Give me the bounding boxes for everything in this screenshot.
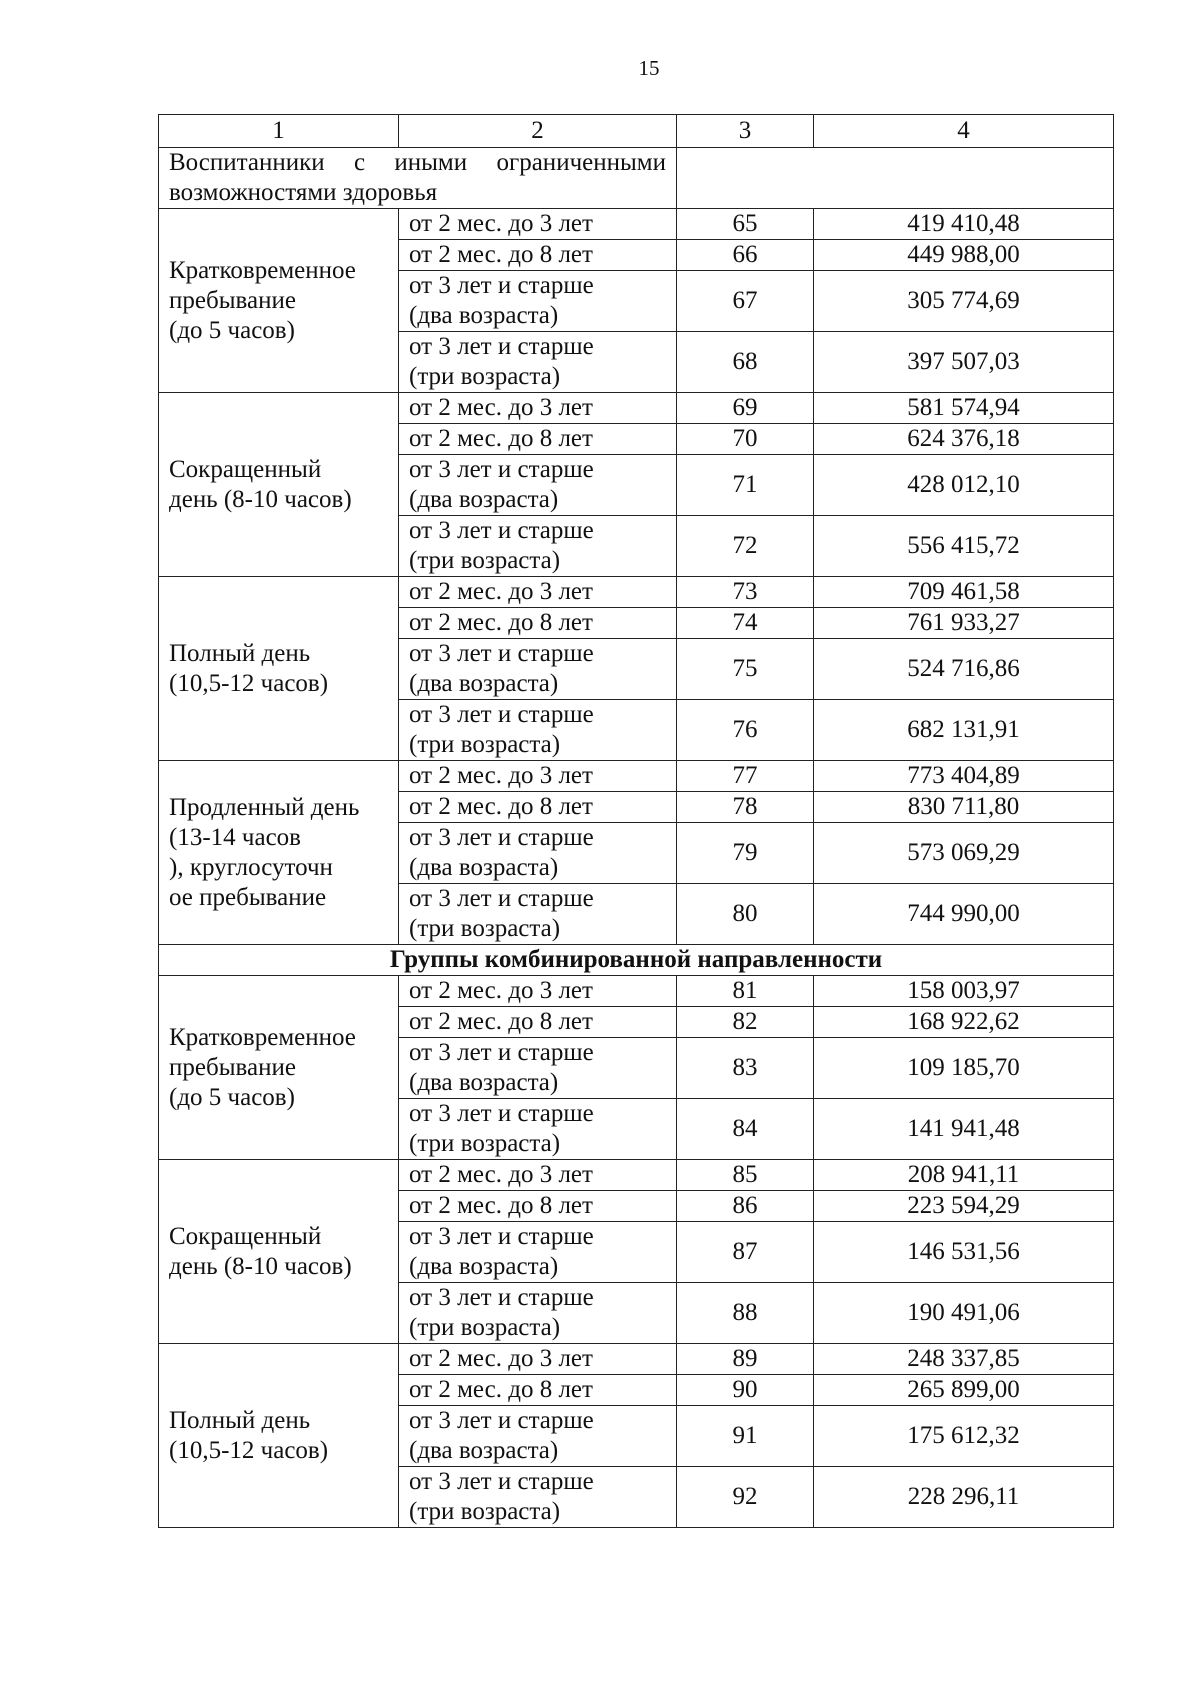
amount-cell: 709 461,58: [814, 577, 1114, 608]
code-cell: 92: [677, 1467, 814, 1528]
amount-cell: 175 612,32: [814, 1406, 1114, 1467]
amount-cell: 761 933,27: [814, 608, 1114, 639]
code-cell: 72: [677, 516, 814, 577]
amount-cell: 556 415,72: [814, 516, 1114, 577]
age-cell: от 2 мес. до 3 лет: [399, 209, 677, 240]
age-cell: от 3 лет и старше (три возраста): [399, 1283, 677, 1344]
code-cell: 86: [677, 1191, 814, 1222]
table-row: [159, 761, 1114, 792]
table-row: [159, 1160, 1114, 1191]
code-cell: 73: [677, 577, 814, 608]
amount-cell: 744 990,00: [814, 884, 1114, 945]
amount-cell: 624 376,18: [814, 424, 1114, 455]
group-label: Сокращенный день (8-10 часов): [159, 1160, 399, 1344]
code-cell: 78: [677, 792, 814, 823]
amount-cell: 682 131,91: [814, 700, 1114, 761]
column-number-1: 1: [159, 115, 399, 148]
amount-cell: 773 404,89: [814, 761, 1114, 792]
age-cell: от 2 мес. до 3 лет: [399, 1344, 677, 1375]
age-cell: от 3 лет и старше (три возраста): [399, 1099, 677, 1160]
age-cell: от 2 мес. до 3 лет: [399, 976, 677, 1007]
code-cell: 69: [677, 393, 814, 424]
intro-category: Воспитанники с иными ограниченными возможностями здоровья: [159, 148, 677, 209]
column-number-4: 4: [814, 115, 1114, 148]
age-cell: от 2 мес. до 8 лет: [399, 1191, 677, 1222]
amount-cell: 524 716,86: [814, 639, 1114, 700]
table-row: [159, 577, 1114, 608]
section-title: Группы комбинированной направленности: [159, 945, 1114, 976]
code-cell: 68: [677, 332, 814, 393]
code-cell: 75: [677, 639, 814, 700]
code-cell: 74: [677, 608, 814, 639]
amount-cell: 449 988,00: [814, 240, 1114, 271]
amount-cell: 141 941,48: [814, 1099, 1114, 1160]
column-number-row: [159, 115, 1114, 148]
age-cell: от 3 лет и старше (два возраста): [399, 1222, 677, 1283]
amount-cell: 305 774,69: [814, 271, 1114, 332]
age-cell: от 3 лет и старше (три возраста): [399, 884, 677, 945]
age-cell: от 3 лет и старше (два возраста): [399, 639, 677, 700]
page-number: 15: [638, 56, 660, 80]
age-cell: от 2 мес. до 8 лет: [399, 1375, 677, 1406]
table-row: [159, 1344, 1114, 1375]
code-cell: 84: [677, 1099, 814, 1160]
age-cell: от 3 лет и старше (два возраста): [399, 455, 677, 516]
code-cell: 77: [677, 761, 814, 792]
group-label: Продленный день (13-14 часов ), круглосуточн ое пребывание: [159, 761, 399, 945]
code-cell: 81: [677, 976, 814, 1007]
age-cell: от 3 лет и старше (три возраста): [399, 516, 677, 577]
age-cell: от 2 мес. до 3 лет: [399, 761, 677, 792]
amount-cell: 158 003,97: [814, 976, 1114, 1007]
code-cell: 67: [677, 271, 814, 332]
age-cell: от 3 лет и старше (три возраста): [399, 332, 677, 393]
age-cell: от 2 мес. до 8 лет: [399, 424, 677, 455]
code-cell: 89: [677, 1344, 814, 1375]
age-cell: от 3 лет и старше (три возраста): [399, 700, 677, 761]
table-row: [159, 209, 1114, 240]
age-cell: от 3 лет и старше (два возраста): [399, 823, 677, 884]
age-cell: от 3 лет и старше (два возраста): [399, 1038, 677, 1099]
column-number-3: 3: [677, 115, 814, 148]
code-cell: 85: [677, 1160, 814, 1191]
group-label: Кратковременное пребывание (до 5 часов): [159, 209, 399, 393]
amount-cell: 419 410,48: [814, 209, 1114, 240]
code-cell: 91: [677, 1406, 814, 1467]
amount-cell: 397 507,03: [814, 332, 1114, 393]
amount-cell: 208 941,11: [814, 1160, 1114, 1191]
age-cell: от 2 мес. до 8 лет: [399, 240, 677, 271]
table-row: [159, 976, 1114, 1007]
age-cell: от 3 лет и старше (три возраста): [399, 1467, 677, 1528]
tariff-table: [158, 114, 1114, 1528]
code-cell: 80: [677, 884, 814, 945]
code-cell: 71: [677, 455, 814, 516]
age-cell: от 2 мес. до 8 лет: [399, 1007, 677, 1038]
age-cell: от 2 мес. до 3 лет: [399, 393, 677, 424]
amount-cell: 146 531,56: [814, 1222, 1114, 1283]
code-cell: 88: [677, 1283, 814, 1344]
amount-cell: 265 899,00: [814, 1375, 1114, 1406]
age-cell: от 3 лет и старше (два возраста): [399, 271, 677, 332]
column-number-2: 2: [399, 115, 677, 148]
section-header-row: [159, 945, 1114, 976]
age-cell: от 3 лет и старше (два возраста): [399, 1406, 677, 1467]
group-label: Кратковременное пребывание (до 5 часов): [159, 976, 399, 1160]
age-cell: от 2 мес. до 8 лет: [399, 792, 677, 823]
group-label: Сокращенный день (8-10 часов): [159, 393, 399, 577]
amount-cell: 223 594,29: [814, 1191, 1114, 1222]
age-cell: от 2 мес. до 8 лет: [399, 608, 677, 639]
code-cell: 90: [677, 1375, 814, 1406]
intro-row: [159, 148, 1114, 209]
code-cell: 76: [677, 700, 814, 761]
amount-cell: 190 491,06: [814, 1283, 1114, 1344]
tariff-table-body: [159, 115, 1114, 1528]
amount-cell: 830 711,80: [814, 792, 1114, 823]
code-cell: 70: [677, 424, 814, 455]
intro-empty-cell: [677, 148, 1114, 209]
code-cell: 66: [677, 240, 814, 271]
group-label: Полный день (10,5-12 часов): [159, 1344, 399, 1528]
amount-cell: 168 922,62: [814, 1007, 1114, 1038]
amount-cell: 573 069,29: [814, 823, 1114, 884]
group-label: Полный день (10,5-12 часов): [159, 577, 399, 761]
amount-cell: 248 337,85: [814, 1344, 1114, 1375]
table-row: [159, 393, 1114, 424]
amount-cell: 581 574,94: [814, 393, 1114, 424]
code-cell: 87: [677, 1222, 814, 1283]
code-cell: 65: [677, 209, 814, 240]
code-cell: 79: [677, 823, 814, 884]
age-cell: от 2 мес. до 3 лет: [399, 1160, 677, 1191]
amount-cell: 228 296,11: [814, 1467, 1114, 1528]
amount-cell: 428 012,10: [814, 455, 1114, 516]
code-cell: 82: [677, 1007, 814, 1038]
amount-cell: 109 185,70: [814, 1038, 1114, 1099]
code-cell: 83: [677, 1038, 814, 1099]
age-cell: от 2 мес. до 3 лет: [399, 577, 677, 608]
